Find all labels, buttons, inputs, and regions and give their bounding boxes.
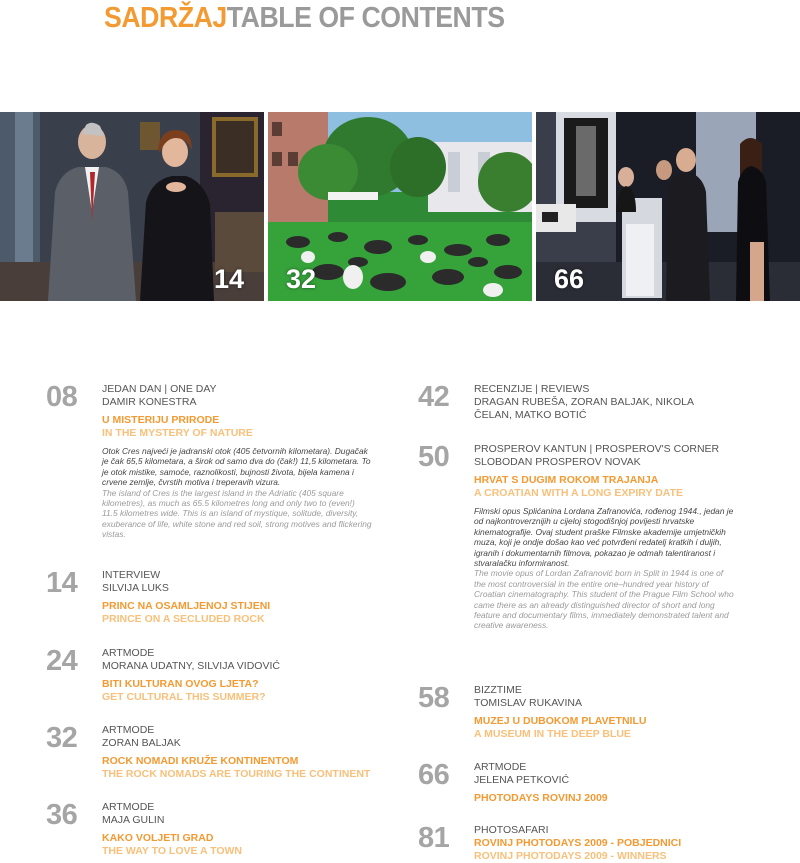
entry-author: DAMIR KONESTRA — [102, 396, 197, 408]
entry-author: JELENA PETKOVIĆ — [474, 774, 570, 786]
entry-section: PHOTOSAFARI — [474, 824, 549, 836]
entry-description-hr: Otok Cres najveći je jadranski otok (405 četvornih kilometara). Dugačak je čak 65,5 kilometara, a širok od samo dva do (čak!) 11,5 kilometara. To je otok mistike, samoće, raznolikosti, bujnosti života, bijela kamena i crvene zemlje, čvrstih motiva i treperavih vizura. — [102, 446, 371, 488]
entry-title-hr[interactable]: PRINC NA OSAMLJENOJ STIJENI — [102, 600, 271, 612]
photo-lawn-crowd[interactable] — [268, 112, 532, 301]
entry-page-number: 08 — [46, 381, 78, 413]
entry-title-en[interactable]: ROVINJ PHOTODAYS 2009 - WINNERS — [474, 850, 667, 862]
entry-author: TOMISLAV RUKAVINA — [474, 697, 582, 709]
entry-title-hr[interactable]: ROCK NOMADI KRUŽE KONTINENTOM — [102, 755, 299, 767]
entry-title-en[interactable]: GET CULTURAL THIS SUMMER? — [102, 691, 266, 703]
entry-section: BIZZTIME — [474, 684, 522, 696]
entry-description-en: The movie opus of Lordan Zafranović born in Split in 1944 is one of the most controversial in the entire one–hundred year history of Croatian cinematography. This student of the Prague Film School who came there as an already distinguished director of short and long feature and documentary films, immediately demonstrated talent and creative awareness. — [474, 568, 734, 631]
entry-section: RECENZIJE | REVIEWS — [474, 383, 590, 395]
photo-page-number: 32 — [286, 264, 317, 294]
entry-author: ZORAN BALJAK — [102, 737, 181, 749]
entry-title-en[interactable]: IN THE MYSTERY OF NATURE — [102, 427, 253, 439]
photo-page-number: 66 — [554, 264, 585, 294]
entry-description-hr: Filmski opus Splićanina Lordana Zafranovića, rođenog 1944., jedan je od najkontroverznijih u cijeloj stogodišnjoj povijesti hrvatske kinematografije. Ovaj student praške Filmske akademije umjetničkih muza, koji je ondje došao kao već potvrđeni redatelj kratkih i duljih, igranih i dokumentarnih filmova, pokazao je odmah talentiranost i stvaralačku informiranost. — [474, 506, 734, 569]
entry-section: INTERVIEW — [102, 569, 161, 581]
entry-page-number: 24 — [46, 645, 78, 677]
entry-page-number: 50 — [418, 441, 450, 473]
entry-title-en[interactable]: THE ROCK NOMADS ARE TOURING THE CONTINENT — [102, 768, 371, 780]
entry-title-en[interactable]: PRINCE ON A SECLUDED ROCK — [102, 613, 265, 625]
entry-page-number: 66 — [418, 759, 450, 791]
entry-author: SILVIJA LUKS — [102, 582, 169, 594]
photo-award-stage[interactable] — [536, 112, 800, 301]
entry-author: MAJA GULIN — [102, 814, 165, 826]
entry-author: MORANA UDATNY, SILVIJA VIDOVIĆ — [102, 660, 280, 672]
entry-title-hr[interactable]: HRVAT S DUGIM ROKOM TRAJANJA — [474, 474, 659, 486]
entry-title-en[interactable]: A MUSEUM IN THE DEEP BLUE — [474, 728, 631, 740]
entry-section: ARTMODE — [102, 647, 155, 659]
entry-section: ARTMODE — [474, 761, 527, 773]
entry-section: PROSPEROV KANTUN | PROSPEROV'S CORNER — [474, 443, 720, 455]
entry-page-number: 14 — [46, 567, 78, 599]
entry-title-hr[interactable]: PHOTODAYS ROVINJ 2009 — [474, 792, 608, 804]
entry-title-en[interactable]: A CROATIAN WITH A LONG EXPIRY DATE — [474, 487, 684, 499]
entry-title-hr[interactable]: ROVINJ PHOTODAYS 2009 - POBJEDNICI — [474, 837, 682, 849]
photo-prince[interactable] — [0, 112, 264, 301]
photo-page-number: 14 — [213, 264, 244, 294]
entry-page-number: 81 — [418, 822, 450, 854]
entry-section: ARTMODE — [102, 724, 155, 736]
entry-page-number: 42 — [418, 381, 450, 413]
entry-author: SLOBODAN PROSPEROV NOVAK — [474, 456, 641, 468]
page-title — [104, 2, 505, 35]
entry-page-number: 36 — [46, 799, 78, 831]
entry-title-hr[interactable]: U MISTERIJU PRIRODE — [102, 414, 220, 426]
entry-description-en: The island of Cres is the largest island in the Adriatic (405 square kilometres), as much as 65.5 kilometres long and only two to (even!) 11.5 kilometres wide. This is an island of mystique, solitude, diversity, exuberance of life, white stone and red soil, strong motives and flickering vistas. — [102, 487, 372, 540]
entry-section: JEDAN DAN | ONE DAY — [102, 383, 217, 395]
entry-page-number: 32 — [46, 722, 78, 754]
title-croatian: SADRŽAJ — [104, 2, 227, 34]
entry-page-number: 58 — [418, 682, 450, 714]
entry-title-hr[interactable]: BITI KULTURAN OVOG LJETA? — [102, 678, 259, 690]
entry-title-hr[interactable]: KAKO VOLJETI GRAD — [102, 832, 214, 844]
entry-section: ARTMODE — [102, 801, 155, 813]
entry-title-en[interactable]: THE WAY TO LOVE A TOWN — [102, 845, 243, 857]
entry-author: DRAGAN RUBEŠA, ZORAN BALJAK, NIKOLA ČELAN, MATKO BOTIĆ — [474, 396, 694, 421]
title-english: TABLE OF CONTENTS — [226, 2, 505, 34]
entry-title-hr[interactable]: MUZEJ U DUBOKOM PLAVETNILU — [474, 715, 647, 727]
